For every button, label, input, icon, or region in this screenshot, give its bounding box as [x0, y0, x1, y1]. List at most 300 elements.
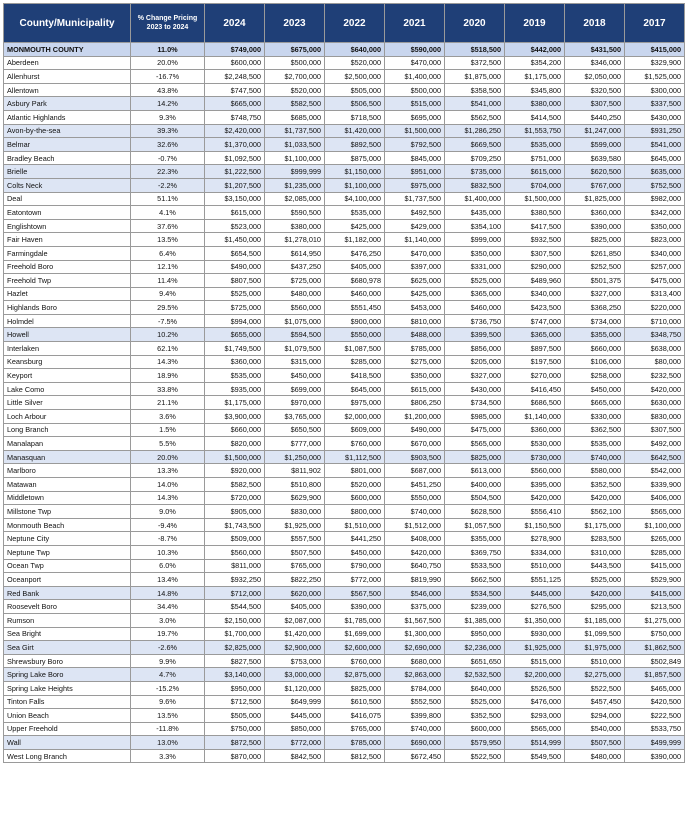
price-cell: $2,050,000 — [565, 70, 625, 84]
price-cell: $642,500 — [625, 450, 685, 464]
price-cell: $734,500 — [445, 396, 505, 410]
price-cell: $337,500 — [625, 97, 685, 111]
price-cell: $342,000 — [625, 206, 685, 220]
price-cell: $406,000 — [625, 491, 685, 505]
price-cell: $630,000 — [625, 396, 685, 410]
price-cell: $450,000 — [565, 382, 625, 396]
price-cell: $734,000 — [565, 314, 625, 328]
price-cell: $345,800 — [505, 83, 565, 97]
price-cell: $1,737,500 — [265, 124, 325, 138]
pct-change-cell: 22.3% — [131, 165, 205, 179]
price-cell: $932,500 — [505, 233, 565, 247]
price-cell: $590,000 — [385, 43, 445, 57]
price-cell: $2,500,000 — [325, 70, 385, 84]
price-cell: $982,000 — [625, 192, 685, 206]
price-cell: $680,978 — [325, 274, 385, 288]
price-cell: $257,000 — [625, 260, 685, 274]
price-cell: $1,200,000 — [385, 410, 445, 424]
municipality-cell: West Long Branch — [4, 749, 131, 763]
price-cell: $460,000 — [325, 287, 385, 301]
pct-change-cell: 11.0% — [131, 43, 205, 57]
price-cell: $1,420,000 — [325, 124, 385, 138]
price-cell: $355,000 — [445, 532, 505, 546]
price-cell: $451,250 — [385, 478, 445, 492]
table-row — [4, 464, 685, 478]
price-cell: $712,500 — [205, 695, 265, 709]
price-cell: $825,000 — [325, 681, 385, 695]
header-2023: 2023 — [265, 4, 325, 43]
price-cell: $2,532,500 — [445, 668, 505, 682]
price-cell: $897,500 — [505, 342, 565, 356]
table-row — [4, 97, 685, 111]
price-cell: $685,000 — [265, 110, 325, 124]
table-row — [4, 736, 685, 750]
price-cell: $352,500 — [565, 478, 625, 492]
pct-change-cell: 37.6% — [131, 219, 205, 233]
pct-change-cell: 9.0% — [131, 505, 205, 519]
price-cell: $2,900,000 — [265, 641, 325, 655]
table-row — [4, 301, 685, 315]
price-cell: $1,278,010 — [265, 233, 325, 247]
price-cell: $950,000 — [205, 681, 265, 695]
price-cell: $443,500 — [565, 559, 625, 573]
price-cell: $811,902 — [265, 464, 325, 478]
price-cell: $1,247,000 — [565, 124, 625, 138]
price-cell: $197,500 — [505, 355, 565, 369]
price-cell: $541,000 — [445, 97, 505, 111]
price-cell: $772,000 — [265, 736, 325, 750]
price-cell: $423,500 — [505, 301, 565, 315]
price-cell: $565,000 — [625, 505, 685, 519]
price-cell: $380,000 — [505, 97, 565, 111]
price-cell: $310,000 — [565, 545, 625, 559]
price-cell: $842,500 — [265, 749, 325, 763]
municipality-cell: Spring Lake Boro — [4, 668, 131, 682]
pct-change-cell: 4.7% — [131, 668, 205, 682]
price-cell: $435,000 — [445, 206, 505, 220]
price-cell: $1,092,500 — [205, 151, 265, 165]
price-cell: $320,500 — [565, 83, 625, 97]
price-cell: $420,000 — [505, 491, 565, 505]
municipality-cell: Freehold Twp — [4, 274, 131, 288]
price-cell: $3,900,000 — [205, 410, 265, 424]
pct-change-cell: 51.1% — [131, 192, 205, 206]
price-cell: $845,000 — [385, 151, 445, 165]
price-cell: $276,500 — [505, 600, 565, 614]
price-cell: $823,000 — [625, 233, 685, 247]
price-cell: $932,250 — [205, 573, 265, 587]
price-cell: $994,000 — [205, 314, 265, 328]
municipality-cell: Middletown — [4, 491, 131, 505]
price-cell: $687,000 — [385, 464, 445, 478]
price-cell: $261,850 — [565, 246, 625, 260]
price-cell: $395,000 — [505, 478, 565, 492]
price-cell: $492,000 — [625, 437, 685, 451]
price-cell: $1,100,000 — [625, 518, 685, 532]
price-cell: $534,500 — [445, 586, 505, 600]
table-row — [4, 654, 685, 668]
price-cell: $1,925,000 — [265, 518, 325, 532]
municipality-cell: Deal — [4, 192, 131, 206]
price-cell: $765,000 — [265, 559, 325, 573]
municipality-cell: Belmar — [4, 138, 131, 152]
price-cell: $872,500 — [205, 736, 265, 750]
municipality-cell: Colts Neck — [4, 178, 131, 192]
price-cell: $533,500 — [445, 559, 505, 573]
price-cell: $830,000 — [265, 505, 325, 519]
price-cell: $930,000 — [505, 627, 565, 641]
price-cell: $360,000 — [205, 355, 265, 369]
price-cell: $501,375 — [565, 274, 625, 288]
price-cell: $293,000 — [505, 709, 565, 723]
price-cell: $662,500 — [445, 573, 505, 587]
price-cell: $600,000 — [325, 491, 385, 505]
table-header — [4, 4, 685, 43]
price-cell: $628,500 — [445, 505, 505, 519]
table-row — [4, 491, 685, 505]
price-cell: $300,000 — [625, 83, 685, 97]
price-cell: $2,875,000 — [325, 668, 385, 682]
pct-change-cell: 29.5% — [131, 301, 205, 315]
price-cell: $903,500 — [385, 450, 445, 464]
price-cell: $582,500 — [265, 97, 325, 111]
price-cell: $736,750 — [445, 314, 505, 328]
price-cell: $920,000 — [205, 464, 265, 478]
municipality-cell: Union Beach — [4, 709, 131, 723]
table-row — [4, 382, 685, 396]
table-row — [4, 70, 685, 84]
pct-change-cell: -8.7% — [131, 532, 205, 546]
header-2022: 2022 — [325, 4, 385, 43]
pct-change-cell: 14.3% — [131, 491, 205, 505]
price-cell: $1,087,500 — [325, 342, 385, 356]
municipality-cell: Manasquan — [4, 450, 131, 464]
pct-change-cell: 3.6% — [131, 410, 205, 424]
price-cell: $675,000 — [265, 43, 325, 57]
price-cell: $720,000 — [205, 491, 265, 505]
table-row — [4, 450, 685, 464]
table-row — [4, 124, 685, 138]
price-cell: $1,235,000 — [265, 178, 325, 192]
price-cell: $1,140,000 — [385, 233, 445, 247]
price-cell: $275,000 — [385, 355, 445, 369]
price-cell: $856,000 — [445, 342, 505, 356]
price-cell: $1,699,000 — [325, 627, 385, 641]
price-cell: $397,000 — [385, 260, 445, 274]
price-cell: $490,000 — [385, 423, 445, 437]
price-cell: $1,385,000 — [445, 613, 505, 627]
price-cell: $476,000 — [505, 695, 565, 709]
table-row — [4, 178, 685, 192]
price-cell: $329,900 — [625, 56, 685, 70]
price-cell: $340,000 — [625, 246, 685, 260]
price-cell: $533,750 — [625, 722, 685, 736]
table-row — [4, 328, 685, 342]
price-cell: $801,000 — [325, 464, 385, 478]
price-cell: $1,185,000 — [565, 613, 625, 627]
price-cell: $283,500 — [565, 532, 625, 546]
pct-change-cell: 14.8% — [131, 586, 205, 600]
municipality-cell: Red Bank — [4, 586, 131, 600]
price-cell: $440,250 — [565, 110, 625, 124]
price-cell: $375,000 — [385, 600, 445, 614]
price-cell: $625,000 — [385, 274, 445, 288]
price-cell: $252,500 — [565, 260, 625, 274]
pct-change-cell: 34.4% — [131, 600, 205, 614]
price-cell: $307,500 — [505, 246, 565, 260]
price-cell: $368,250 — [565, 301, 625, 315]
price-cell: $2,200,000 — [505, 668, 565, 682]
price-cell: $334,000 — [505, 545, 565, 559]
price-cell: $205,000 — [445, 355, 505, 369]
price-cell: $1,857,500 — [625, 668, 685, 682]
price-cell: $655,000 — [205, 328, 265, 342]
price-cell: $1,150,000 — [325, 165, 385, 179]
price-cell: $615,000 — [385, 382, 445, 396]
pct-change-cell: 3.0% — [131, 613, 205, 627]
price-cell: $380,500 — [505, 206, 565, 220]
price-cell: $437,250 — [265, 260, 325, 274]
price-cell: $1,450,000 — [205, 233, 265, 247]
price-cell: $327,000 — [565, 287, 625, 301]
price-cell: $258,000 — [565, 369, 625, 383]
pct-change-cell: 13.3% — [131, 464, 205, 478]
price-cell: $489,960 — [505, 274, 565, 288]
header-municipality: County/Municipality — [4, 4, 131, 43]
municipality-cell: Wall — [4, 736, 131, 750]
price-cell: $416,075 — [325, 709, 385, 723]
table-row — [4, 314, 685, 328]
price-cell: $290,000 — [505, 260, 565, 274]
municipality-cell: Little Silver — [4, 396, 131, 410]
price-cell: $749,000 — [205, 43, 265, 57]
price-cell: $614,950 — [265, 246, 325, 260]
price-cell: $475,000 — [445, 423, 505, 437]
price-cell: $2,600,000 — [325, 641, 385, 655]
price-cell: $2,863,000 — [385, 668, 445, 682]
price-cell: $520,000 — [325, 478, 385, 492]
municipality-cell: Holmdel — [4, 314, 131, 328]
price-cell: $784,000 — [385, 681, 445, 695]
price-cell: $453,000 — [385, 301, 445, 315]
price-cell: $609,000 — [325, 423, 385, 437]
price-cell: $540,000 — [565, 722, 625, 736]
price-cell: $812,500 — [325, 749, 385, 763]
price-cell: $265,000 — [625, 532, 685, 546]
price-cell: $530,000 — [505, 437, 565, 451]
pct-change-cell: -16.7% — [131, 70, 205, 84]
price-cell: $975,000 — [325, 396, 385, 410]
price-cell: $535,000 — [205, 369, 265, 383]
price-cell: $307,500 — [565, 97, 625, 111]
price-cell: $651,650 — [445, 654, 505, 668]
price-cell: $565,000 — [505, 722, 565, 736]
price-cell: $1,400,000 — [385, 70, 445, 84]
price-cell: $480,000 — [265, 287, 325, 301]
price-cell: $425,000 — [385, 287, 445, 301]
price-cell: $1,100,000 — [325, 178, 385, 192]
price-cell: $645,000 — [325, 382, 385, 396]
price-cell: $549,500 — [505, 749, 565, 763]
price-cell: $520,000 — [265, 83, 325, 97]
municipality-cell: Spring Lake Heights — [4, 681, 131, 695]
price-cell: $1,350,000 — [505, 613, 565, 627]
price-cell: $635,000 — [625, 165, 685, 179]
price-cell: $970,000 — [265, 396, 325, 410]
pct-change-cell: 3.3% — [131, 749, 205, 763]
price-cell: $556,410 — [505, 505, 565, 519]
price-cell: $510,800 — [265, 478, 325, 492]
price-cell: $1,700,000 — [205, 627, 265, 641]
price-cell: $600,000 — [205, 56, 265, 70]
price-cell: $350,000 — [385, 369, 445, 383]
price-cell: $390,000 — [325, 600, 385, 614]
pct-change-cell: 9.3% — [131, 110, 205, 124]
price-cell: $507,500 — [565, 736, 625, 750]
price-cell: $810,000 — [385, 314, 445, 328]
price-cell: $579,950 — [445, 736, 505, 750]
municipality-cell: Howell — [4, 328, 131, 342]
municipality-cell: Ocean Twp — [4, 559, 131, 573]
price-cell: $806,250 — [385, 396, 445, 410]
price-cell: $1,925,000 — [505, 641, 565, 655]
pct-change-cell: 6.0% — [131, 559, 205, 573]
price-cell: $400,000 — [445, 478, 505, 492]
municipality-cell: Tinton Falls — [4, 695, 131, 709]
price-cell: $645,000 — [625, 151, 685, 165]
price-cell: $3,000,000 — [265, 668, 325, 682]
table-row — [4, 627, 685, 641]
price-cell: $1,207,500 — [205, 178, 265, 192]
price-cell: $560,000 — [205, 545, 265, 559]
price-cell: $415,000 — [625, 586, 685, 600]
price-cell: $811,000 — [205, 559, 265, 573]
price-cell: $2,275,000 — [565, 668, 625, 682]
municipality-cell: Englishtown — [4, 219, 131, 233]
price-cell: $2,700,000 — [265, 70, 325, 84]
price-cell: $3,765,000 — [265, 410, 325, 424]
price-cell: $800,000 — [325, 505, 385, 519]
municipality-cell: Shrewsbury Boro — [4, 654, 131, 668]
price-cell: $354,200 — [505, 56, 565, 70]
price-cell: $2,087,000 — [265, 613, 325, 627]
price-cell: $870,000 — [205, 749, 265, 763]
pricing-table — [3, 3, 685, 763]
price-cell: $499,999 — [625, 736, 685, 750]
price-cell: $476,250 — [325, 246, 385, 260]
price-cell: $1,300,000 — [385, 627, 445, 641]
table-row — [4, 559, 685, 573]
price-cell: $1,500,000 — [205, 450, 265, 464]
price-cell: $751,000 — [505, 151, 565, 165]
price-cell: $669,500 — [445, 138, 505, 152]
price-cell: $1,033,500 — [265, 138, 325, 152]
price-cell: $670,000 — [385, 437, 445, 451]
table-row — [4, 681, 685, 695]
price-cell: $354,100 — [445, 219, 505, 233]
price-cell: $416,450 — [505, 382, 565, 396]
pct-change-cell: 32.6% — [131, 138, 205, 152]
price-cell: $772,000 — [325, 573, 385, 587]
price-cell: $1,875,000 — [445, 70, 505, 84]
municipality-cell: Keansburg — [4, 355, 131, 369]
price-cell: $1,749,500 — [205, 342, 265, 356]
price-cell: $425,000 — [325, 219, 385, 233]
pct-change-cell: 62.1% — [131, 342, 205, 356]
price-cell: $415,000 — [625, 559, 685, 573]
price-cell: $408,000 — [385, 532, 445, 546]
price-cell: $399,500 — [445, 328, 505, 342]
price-cell: $875,000 — [325, 151, 385, 165]
price-cell: $704,000 — [505, 178, 565, 192]
municipality-cell: Avon-by-the-sea — [4, 124, 131, 138]
price-cell: $232,500 — [625, 369, 685, 383]
table-row — [4, 43, 685, 57]
price-cell: $442,000 — [505, 43, 565, 57]
price-cell: $550,000 — [325, 328, 385, 342]
price-cell: $525,000 — [445, 695, 505, 709]
price-cell: $615,000 — [505, 165, 565, 179]
pct-change-cell: 1.5% — [131, 423, 205, 437]
price-cell: $2,150,000 — [205, 613, 265, 627]
price-cell: $285,000 — [325, 355, 385, 369]
table-row — [4, 369, 685, 383]
price-cell: $365,000 — [445, 287, 505, 301]
table-row — [4, 613, 685, 627]
price-cell: $560,000 — [505, 464, 565, 478]
pct-change-cell: 20.0% — [131, 450, 205, 464]
price-cell: $620,500 — [565, 165, 625, 179]
municipality-cell: Rumson — [4, 613, 131, 627]
price-cell: $753,000 — [265, 654, 325, 668]
price-cell: $1,057,500 — [445, 518, 505, 532]
pct-change-cell: 39.3% — [131, 124, 205, 138]
pct-change-cell: 6.4% — [131, 246, 205, 260]
price-cell: $740,000 — [385, 722, 445, 736]
price-cell: $760,000 — [325, 437, 385, 451]
price-cell: $709,250 — [445, 151, 505, 165]
price-cell: $1,500,000 — [385, 124, 445, 138]
price-cell: $492,500 — [385, 206, 445, 220]
price-cell: $1,175,000 — [505, 70, 565, 84]
price-cell: $725,000 — [205, 301, 265, 315]
price-cell: $699,000 — [265, 382, 325, 396]
price-cell: $582,500 — [205, 478, 265, 492]
pct-change-cell: 12.1% — [131, 260, 205, 274]
price-cell: $360,000 — [505, 423, 565, 437]
municipality-cell: Interlaken — [4, 342, 131, 356]
price-cell: $1,525,000 — [625, 70, 685, 84]
price-cell: $465,000 — [625, 681, 685, 695]
price-cell: $4,100,000 — [325, 192, 385, 206]
price-cell: $390,000 — [625, 749, 685, 763]
table-row — [4, 233, 685, 247]
price-cell: $1,567,500 — [385, 613, 445, 627]
price-cell: $1,500,000 — [505, 192, 565, 206]
municipality-cell: Freehold Boro — [4, 260, 131, 274]
price-cell: $935,000 — [205, 382, 265, 396]
municipality-cell: Marlboro — [4, 464, 131, 478]
table-row — [4, 478, 685, 492]
table-row — [4, 83, 685, 97]
municipality-cell: Manalapan — [4, 437, 131, 451]
pct-change-cell: -9.4% — [131, 518, 205, 532]
price-cell: $220,000 — [625, 301, 685, 315]
price-cell: $360,000 — [565, 206, 625, 220]
price-cell: $405,000 — [325, 260, 385, 274]
pct-change-cell: -15.2% — [131, 681, 205, 695]
table-row — [4, 518, 685, 532]
